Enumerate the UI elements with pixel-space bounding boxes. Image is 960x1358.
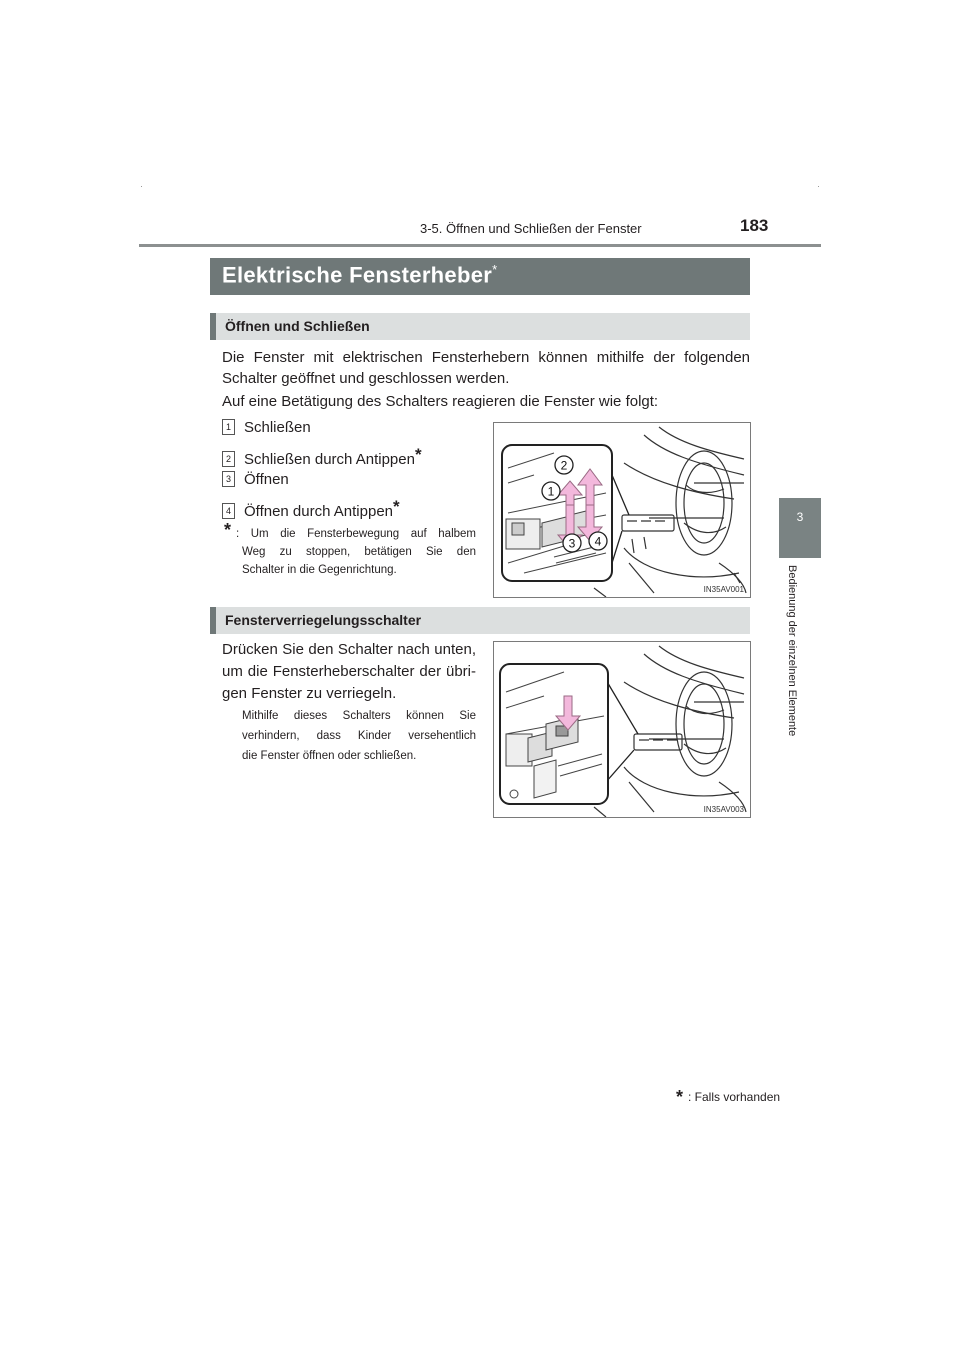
reaction-text: Auf eine Betätigung des Schalters reagieren die Fenster wie folgt: bbox=[222, 393, 659, 410]
list-item bbox=[222, 445, 422, 468]
item-label: Öffnen bbox=[244, 471, 289, 488]
list-item bbox=[222, 471, 289, 488]
section-heading-bar bbox=[210, 313, 750, 340]
section-heading: Fensterverriegelungsschalter bbox=[225, 612, 422, 628]
figure-code: IN35AV003 bbox=[703, 805, 744, 814]
chapter-tab-label-wrap bbox=[782, 565, 802, 775]
page-title-text: Elektrische Fensterheber bbox=[222, 262, 493, 288]
callout-1: 1 bbox=[547, 484, 555, 499]
intro-line-1: Die Fenster mit elektrischen Fensterhebern können mithilfe der folgenden bbox=[222, 349, 750, 366]
section-heading-marker bbox=[210, 607, 216, 634]
chapter-tab-number: 3 bbox=[796, 510, 804, 524]
section-heading: Öffnen und Schließen bbox=[225, 318, 370, 334]
item-number: 3 bbox=[222, 471, 235, 487]
list-item bbox=[222, 497, 400, 520]
crop-mark bbox=[818, 186, 819, 187]
header-rule bbox=[139, 244, 821, 247]
item-number: 1 bbox=[222, 419, 235, 435]
list-item bbox=[222, 419, 311, 436]
section-heading-bar bbox=[210, 607, 750, 634]
lock-line-3: gen Fenster zu verriegeln. bbox=[222, 685, 397, 702]
figure-window-switches bbox=[493, 422, 751, 598]
footnote-line-3: Schalter in die Gegenrichtung. bbox=[242, 564, 397, 576]
item-label: Schließen durch Antippen bbox=[244, 451, 415, 468]
page-title bbox=[222, 262, 497, 288]
crop-mark bbox=[141, 186, 142, 187]
item-star: * bbox=[414, 445, 422, 464]
lock-note-line-2: verhindern, dass Kinder versehentlich bbox=[242, 730, 476, 742]
callout-3: 3 bbox=[568, 536, 576, 551]
item-star: * bbox=[393, 497, 400, 516]
lock-switch-illustration bbox=[494, 642, 750, 817]
figure-lock-switch bbox=[493, 641, 751, 818]
item-label: Schließen bbox=[244, 419, 311, 436]
footnote-line-2: Weg zu stoppen, betätigen Sie den bbox=[242, 546, 476, 558]
footer-note: : Falls vorhanden bbox=[688, 1090, 781, 1104]
section-path: 3-5. Öffnen und Schließen der Fenster bbox=[420, 221, 642, 236]
switch-illustration bbox=[494, 423, 750, 597]
lock-line-2: um die Fensterheberschalter der übri- bbox=[222, 663, 476, 680]
figure-code: IN35AV001 bbox=[703, 585, 744, 594]
item-number: 4 bbox=[222, 503, 235, 519]
footer-star: * bbox=[676, 1087, 684, 1107]
lock-line-1: Drücken Sie den Schalter nach unten, bbox=[222, 641, 476, 658]
item-number: 2 bbox=[222, 451, 235, 467]
chapter-tab bbox=[779, 498, 821, 558]
lock-note-line-3: die Fenster öffnen oder schließen. bbox=[242, 750, 417, 762]
page-title-bar bbox=[210, 258, 750, 295]
chapter-tab-label: Bedienung der einzelnen Elemente bbox=[786, 565, 798, 737]
section-heading-marker bbox=[210, 313, 216, 340]
page-number: 183 bbox=[740, 216, 769, 235]
title-footnote-marker: * bbox=[492, 262, 498, 277]
footnote-line-1: : Um die Fensterbewegung auf halbem bbox=[236, 528, 476, 540]
footnote-star: * bbox=[224, 520, 232, 540]
item-label: Öffnen durch Antippen bbox=[244, 503, 394, 520]
intro-line-2: Schalter geöffnet und geschlossen werden. bbox=[222, 370, 510, 387]
callout-2: 2 bbox=[560, 458, 568, 473]
callout-4: 4 bbox=[594, 534, 602, 549]
lock-note-line-1: Mithilfe dieses Schalters können Sie bbox=[242, 710, 476, 722]
